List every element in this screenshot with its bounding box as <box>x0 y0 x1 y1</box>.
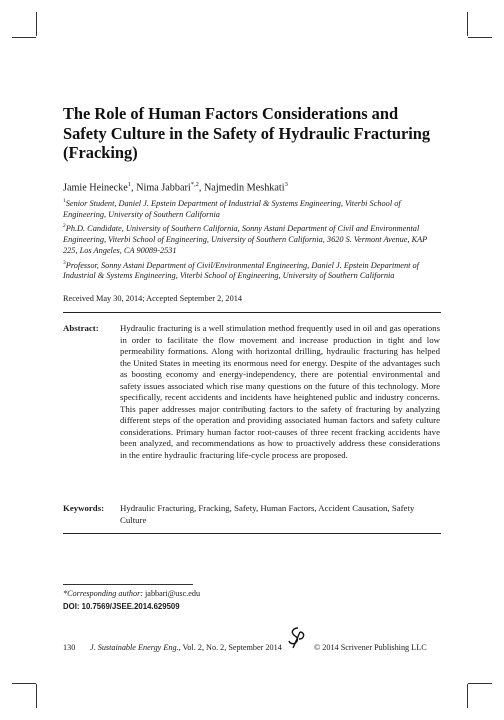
affiliation-number: 2 <box>63 223 66 230</box>
affiliation-item <box>63 196 441 220</box>
article-title: The Role of Human Factors Considerations and Safety Culture in the Safety of Hydraulic Fracturing (Fracking) <box>63 104 431 162</box>
crop-mark <box>467 12 468 36</box>
crop-mark <box>36 684 37 708</box>
section-divider <box>63 533 441 534</box>
author-superscript: 3 <box>284 181 288 188</box>
crop-mark <box>467 684 468 708</box>
section-divider <box>63 312 441 313</box>
copyright-notice: © 2014 Scrivener Publishing LLC <box>314 643 427 652</box>
publisher-logo <box>284 626 306 650</box>
author-name: Nima Jabbari <box>136 182 191 194</box>
page-number: 130 <box>63 643 76 652</box>
author-name: Jamie Heinecke <box>63 182 128 194</box>
journal-name: J. Sustainable Energy Eng. <box>90 643 179 652</box>
footnote-divider <box>63 584 193 585</box>
received-date: Received May 30, 2014; Accepted September 2, 2014 <box>63 294 243 303</box>
corresponding-author-email[interactable]: jabbari@usc.edu <box>145 589 201 598</box>
crop-mark <box>468 37 492 38</box>
keywords-label: Keywords: <box>63 503 105 513</box>
doi[interactable]: DOI: 10.7569/JSEE.2014.629509 <box>63 602 180 611</box>
crop-mark <box>12 683 36 684</box>
corresponding-author-label: *Corresponding author: <box>63 589 143 598</box>
journal-issue: , Vol. 2, No. 2, September 2014 <box>178 643 282 652</box>
author-list: Jamie Heinecke$^1$, Nima Jabbari$^{*,2}$, Najmedin Meshkati$^3$ <box>63 181 288 194</box>
crop-mark <box>12 37 36 38</box>
affiliation-item <box>63 221 441 256</box>
abstract-label: Abstract: <box>63 323 99 333</box>
corresponding-author <box>63 588 200 599</box>
author-name: Najmedin Meshkati <box>203 182 285 194</box>
crop-mark <box>36 12 37 36</box>
author-superscript: *,2 <box>190 181 199 188</box>
keywords-text: Hydraulic Fracturing, Fracking, Safety, Human Factors, Accident Causation, Safety Culture <box>120 503 415 525</box>
affiliation-text: Senior Student, Daniel J. Epstein Department of Industrial & Systems Engineering, Viterbi School of Engineering, University of Southern California <box>63 198 401 219</box>
abstract-text: Hydraulic fracturing is a well stimulation method frequently used in oil and gas operations in order to facilitate the flow movement and increase production in tight and low permeability formations. Along with horizontal drilling, hydraulic fracturing has helped the United States in meeting its enormous need for energy. Despite of the advantages such as boosting economy and energy-independency, there are potential environmental and safety issues associated which rise many questions on the future of this technology. More specifically, recent accidents and incidents have heightened public and industry concerns. This paper addresses major contributing factors to the safety of fracturing by analyzing different steps of the operation and providing associated human factors and safety culture considerations. Primary human factor root-causes of three recent fracking accidents have been analyzed, and recommendations as how to proactively address these considerations in the entire hydraulic fracturing life-cycle process are proposed. <box>120 323 440 460</box>
affiliation-text: Professor, Sonny Astani Department of Civil/Environmental Engineering, Daniel J. Epstein Department of Industrial & Systems Engineering, Viterbi School of Engineering, University of Southern California <box>63 260 419 281</box>
affiliation-list <box>63 196 441 283</box>
affiliation-number: 3 <box>63 259 66 266</box>
journal-citation <box>90 642 282 653</box>
affiliation-item <box>63 258 441 282</box>
affiliation-number: 1 <box>63 198 66 204</box>
affiliation-text: Ph.D. Candidate, University of Southern California, Sonny Astani Department of Civil and Environmental Engineering, Viterbi School of Engineering, University of Southern California, 3620 S. Vermont Avenue, KAP 225, Los Angeles, CA 90089-2531 <box>63 224 428 255</box>
crop-mark <box>468 683 492 684</box>
author-superscript: 1 <box>127 181 132 188</box>
